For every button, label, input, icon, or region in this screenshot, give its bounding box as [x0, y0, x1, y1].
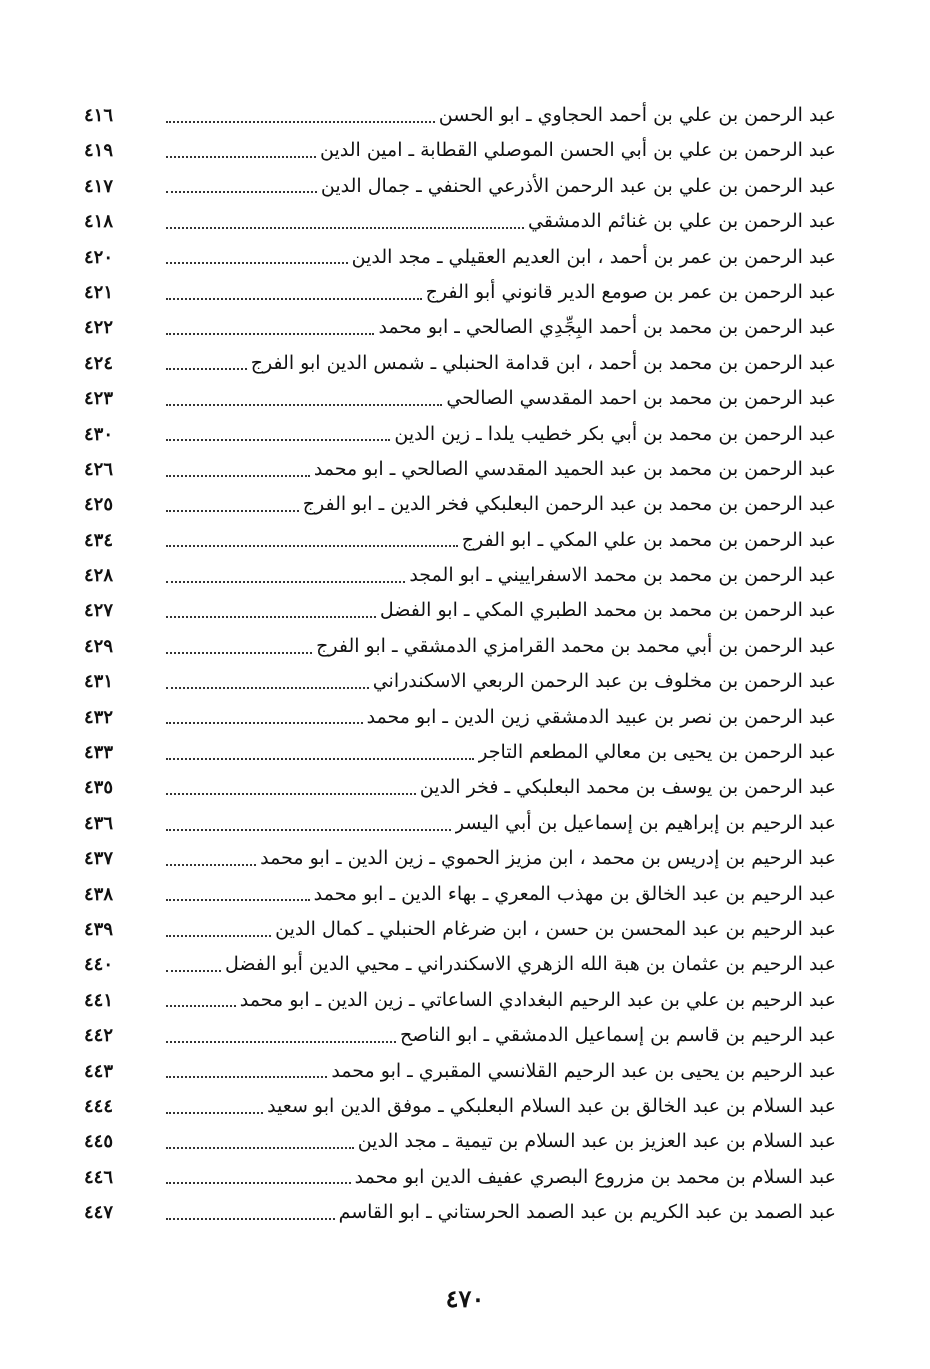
index-entry	[84, 133, 836, 168]
entry-page-number: ٤٣٨	[84, 883, 114, 905]
dot-leader	[166, 298, 422, 300]
dot-leader	[166, 1112, 263, 1114]
entry-page-number: ٤٢٧	[84, 600, 114, 622]
dot-leader	[166, 1005, 236, 1007]
entry-page-number: ٤٢٢	[84, 317, 114, 339]
entry-name: عبد الرحمن بن محمد بن عبد الحميد المقدسي الصالحي ـ ابو محمد	[313, 457, 836, 480]
entry-name: عبد الرحمن بن عمر بن صومع الدير قانوني أبو الفرج	[425, 280, 836, 303]
index-entry	[84, 98, 836, 133]
dot-leader	[166, 899, 310, 901]
dot-leader	[166, 722, 363, 724]
dot-leader	[166, 121, 435, 123]
index-entry	[84, 240, 836, 275]
dot-leader	[166, 156, 316, 158]
index-entry	[84, 275, 836, 310]
dot-leader	[166, 935, 271, 937]
entry-page-number: ٤٢٦	[84, 458, 114, 480]
dot-leader	[166, 1218, 335, 1220]
index-entry	[84, 806, 836, 841]
entry-page-number: ٤٣١	[84, 671, 114, 693]
index-entry	[84, 983, 836, 1018]
index-entry	[84, 346, 836, 381]
entry-name: عبد الرحمن بن علي بن غنائم الدمشقي	[528, 210, 836, 233]
page-number: ٤٧٠	[445, 1284, 485, 1313]
entry-page-number: ٤٤١	[84, 989, 114, 1011]
index-entry	[84, 841, 836, 876]
entry-name: عبد الرحمن بن محمد بن محمد الطبري المكي ـ ابو الفضل	[379, 599, 836, 622]
dot-leader	[166, 758, 474, 760]
entry-page-number: ٤٣٢	[84, 706, 114, 728]
dot-leader	[166, 1147, 354, 1149]
entry-page-number: ٤١٧	[84, 175, 114, 197]
index-entry	[84, 735, 836, 770]
entry-name: عبد السلام بن عبد الخالق بن عبد السلام البعلبكي ـ موفق الدين ابو سعيد	[267, 1094, 836, 1117]
index-entry	[84, 1195, 836, 1230]
entry-page-number: ٤٤٢	[84, 1025, 114, 1047]
entry-page-number: ٤٢٨	[84, 565, 114, 587]
entry-name: عبد الرحيم بن عبد المحسن بن حسن ، ابن ضرغام الحنبلي ـ كمال الدين	[275, 917, 836, 940]
dot-leader	[166, 510, 299, 512]
entry-name: عبد الرحمن بن عمر بن أحمد ، ابن العديم العقيلي ـ مجد الدين	[351, 245, 836, 268]
entry-page-number: ٤٣٦	[84, 812, 114, 834]
entry-page-number: ٤٤٥	[84, 1131, 114, 1153]
entry-page-number: ٤٣٤	[84, 529, 114, 551]
entry-name: عبد الرحمن بن محمد بن عبد الرحمن البعلبكي فخر الدين ـ ابو الفرج	[302, 493, 836, 516]
index-entry	[84, 593, 836, 628]
index-entry	[84, 452, 836, 487]
dot-leader	[166, 1076, 327, 1078]
entry-name: عبد الرحيم بن إدريس بن محمد ، ابن مزيز الحموي ـ زين الدين ـ ابو محمد	[260, 847, 836, 870]
index-entry	[84, 523, 836, 558]
index-entry	[84, 1018, 836, 1053]
entry-name: عبد الرحمن بن محمد بن محمد الاسفراييني ـ ابو المجد	[409, 564, 836, 587]
dot-leader	[166, 652, 312, 654]
dot-leader	[166, 616, 376, 618]
entry-name: عبد الرحمن بن يحيى بن معالي المطعم التاجر	[478, 741, 836, 764]
entry-name: عبد الرحيم بن عبد الخالق بن مهذب المعري ـ بهاء الدين ـ ابو محمد	[313, 882, 836, 905]
entry-name: عبد الرحمن بن يوسف بن محمد البعلبكي ـ فخر الدين	[419, 776, 836, 799]
dot-leader	[166, 227, 524, 229]
entry-page-number: ٤٢٤	[84, 352, 114, 374]
entry-name: عبد الرحيم بن إبراهيم بن إسماعيل بن أبي اليسر	[454, 811, 836, 834]
entry-page-number: ٤٤٦	[84, 1166, 114, 1188]
entry-name: عبد الرحمن بن محمد بن أحمد ، ابن قدامة الحنبلي ـ شمس الدين ابو الفرج	[250, 351, 836, 374]
entry-page-number: ٤٢١	[84, 281, 114, 303]
dot-leader	[166, 262, 348, 264]
entry-name: عبد الرحيم بن عثمان بن هبة الله الزهري الاسكندراني ـ محيي الدين أبو الفضل	[224, 953, 836, 976]
entry-page-number: ٤١٩	[84, 140, 114, 162]
index-entry	[84, 381, 836, 416]
index-entry	[84, 1160, 836, 1195]
dot-leader	[166, 829, 451, 831]
index-entry	[84, 417, 836, 452]
index-entry	[84, 1054, 836, 1089]
entry-name: عبد السلام بن محمد بن مزروع البصري عفيف الدين ابو محمد	[354, 1165, 836, 1188]
entry-name: عبد الرحمن بن علي بن عبد الرحمن الأذرعي الحنفي ـ جمال الدين	[320, 174, 836, 197]
entry-name: عبد الرحمن بن محمد بن أحمد البِجِّدِي الصالحي ـ ابو محمد	[378, 316, 836, 339]
entry-page-number: ٤٣٠	[84, 423, 114, 445]
dot-leader	[166, 970, 221, 972]
entry-page-number: ٤٤٠	[84, 954, 114, 976]
index-entry	[84, 1089, 836, 1124]
index-entry	[84, 664, 836, 699]
entry-page-number: ٤٤٧	[84, 1202, 114, 1224]
entry-name: عبد الرحمن بن محمد بن احمد المقدسي الصالحي	[446, 387, 836, 410]
entry-page-number: ٤١٨	[84, 211, 114, 233]
dot-leader	[166, 333, 374, 335]
dot-leader	[166, 475, 310, 477]
index-entry	[84, 877, 836, 912]
entry-name: عبد الرحيم بن يحيى بن عبد الرحيم القلانسي المقبري ـ ابو محمد	[331, 1059, 836, 1082]
index-entry	[84, 912, 836, 947]
entry-name: عبد السلام بن عبد العزيز بن عبد السلام بن تيمية ـ مجد الدين	[357, 1130, 836, 1153]
entry-name: عبد الرحمن بن محمد بن أبي بكر خطيب يلدا ـ زين الدين	[394, 422, 836, 445]
entry-name: عبد الرحيم بن علي بن عبد الرحيم البغدادي الساعاتي ـ زين الدين ـ ابو محمد	[239, 988, 836, 1011]
entry-name: عبد الرحمن بن علي بن أبي الحسن الموصلي القطابة ـ امين الدين	[319, 139, 836, 162]
dot-leader	[166, 404, 442, 406]
entry-page-number: ٤٣٧	[84, 848, 114, 870]
index-entry	[84, 310, 836, 345]
index-entry	[84, 770, 836, 805]
dot-leader	[166, 793, 416, 795]
entry-name: عبد الصمد بن عبد الكريم بن عبد الصمد الحرستاني ـ ابو القاسم	[338, 1201, 836, 1224]
index-entry	[84, 204, 836, 239]
index-entry	[84, 629, 836, 664]
dot-leader	[166, 368, 247, 370]
entry-name: عبد الرحمن بن محمد بن علي المكي ـ ابو الفرج	[461, 528, 836, 551]
index-entry	[84, 487, 836, 522]
index-entry	[84, 1124, 836, 1159]
entry-page-number: ٤٢٣	[84, 388, 114, 410]
dot-leader	[166, 1041, 396, 1043]
index-entry	[84, 700, 836, 735]
index-entry	[84, 169, 836, 204]
entry-page-number: ٤٤٣	[84, 1060, 114, 1082]
dot-leader	[166, 864, 256, 866]
entry-name: عبد الرحمن بن مخلوف بن عبد الرحمن الربعي الاسكندراني	[372, 670, 836, 693]
index-entry	[84, 947, 836, 982]
dot-leader	[166, 581, 405, 583]
index-list	[84, 98, 836, 1231]
entry-page-number: ٤٢٥	[84, 494, 114, 516]
entry-page-number: ٤١٦	[84, 105, 114, 126]
entry-page-number: ٤٣٣	[84, 742, 114, 764]
dot-leader	[166, 439, 390, 441]
index-entry	[84, 558, 836, 593]
entry-page-number: ٤٤٤	[84, 1095, 114, 1117]
dot-leader	[166, 191, 317, 193]
entry-name: عبد الرحمن بن أبي محمد بن محمد القرامزي الدمشقي ـ ابو الفرج	[316, 634, 836, 657]
dot-leader	[166, 687, 369, 689]
dot-leader	[166, 1182, 351, 1184]
entry-page-number: ٤٢٠	[84, 246, 114, 268]
dot-leader	[166, 545, 458, 547]
entry-name: عبد الرحيم بن قاسم بن إسماعيل الدمشقي ـ ابو الناصح	[400, 1024, 836, 1047]
entry-name: عبد الرحمن بن نصر بن عبيد الدمشقي زين الدين ـ ابو محمد	[366, 705, 836, 728]
entry-page-number: ٤٣٥	[84, 777, 114, 799]
entry-page-number: ٤٣٩	[84, 918, 114, 940]
entry-name: عبد الرحمن بن علي بن أحمد الحجاوي ـ ابو الحسن	[438, 104, 836, 126]
entry-page-number: ٤٢٩	[84, 635, 114, 657]
